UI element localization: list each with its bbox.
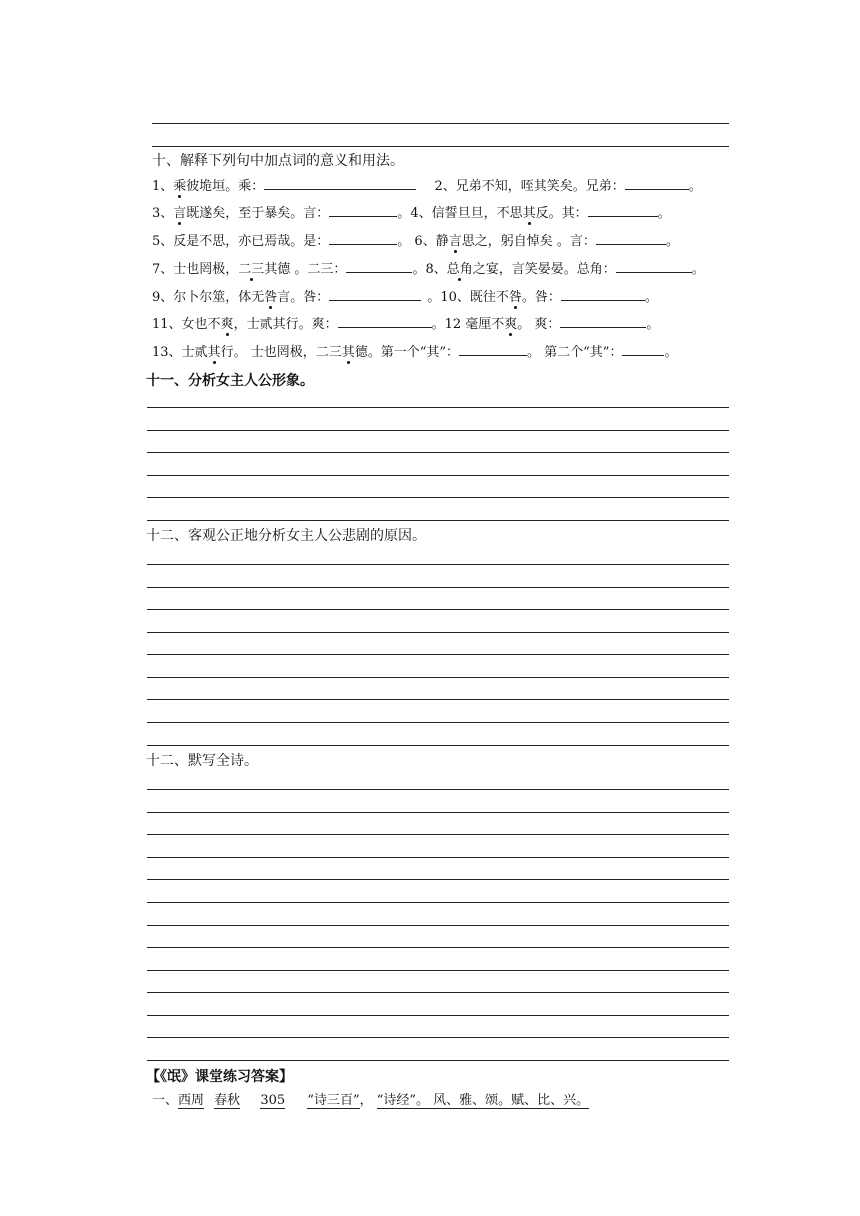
answer-blank[interactable] [616,260,692,273]
answer-line [147,834,729,835]
section-10-title: 十、解释下列句中加点词的意义和用法。 [152,153,404,169]
question-1: 1、乘彼垝垣。乘： 2、兄弟不知，咥其笑矣。兄弟： 。 [152,179,702,194]
answer-blank[interactable] [346,260,412,273]
question-9-10: 9、尔卜尔筮，体无咎言。咎： 。10、既往不咎。咎： 。 [152,290,658,305]
answer-line [147,970,729,971]
answer-blank[interactable] [622,343,664,356]
answer-line [147,857,729,858]
answer-blank[interactable] [596,232,666,245]
question-7-8: 7、士也罔极，二三其德 。二三： 。8、总角之宴，言笑晏晏。总角： 。 [152,262,705,277]
answer-line [147,654,729,655]
answer-line [147,407,729,408]
answer-line [147,677,729,678]
question-3-4: 3、言既遂矣，至于暴矣。言： 。4、信誓旦旦，不思其反。其： 。 [152,206,671,221]
question-13: 13、士贰其行。 士也罔极，二三其德。第一个“其”： 。 第二个“其”： 。 [152,345,678,360]
answer-blank[interactable] [560,315,646,328]
answer-line [152,123,729,124]
answer-blank[interactable] [625,177,689,190]
answer-line [147,925,729,926]
answer-line [152,146,729,147]
answer-line-1: 一、西周 春秋 305 “诗三百”， “诗经”。 风、雅、颂。赋、比、兴。 [152,1093,590,1108]
answer-line [147,609,729,610]
answer-blank[interactable] [338,315,432,328]
answer-line [147,902,729,903]
answer-blank[interactable] [329,232,397,245]
section-11-title: 十一、分析女主人公形象。 [146,373,314,389]
answer-line [147,632,729,633]
answer-line [147,430,729,431]
answer-line [147,520,729,521]
answer-line [147,1060,729,1061]
answer-line [147,452,729,453]
answer-line [147,789,729,790]
answer-line [147,1015,729,1016]
answer-blank[interactable] [588,204,658,217]
question-11-12: 11、女也不爽，士贰其行。爽： 。12 毫厘不爽。 爽： 。 [152,317,660,332]
answer-line [147,699,729,700]
answer-line [147,497,729,498]
answer-line [147,475,729,476]
answer-line [147,1037,729,1038]
answer-blank[interactable] [459,343,527,356]
answer-line [147,947,729,948]
question-5-6: 5、反是不思，亦已焉哉。是： 。 6、静言思之，躬自悼矣 。言： 。 [152,234,679,249]
answer-line [147,992,729,993]
answer-line [147,879,729,880]
answer-line [147,745,729,746]
answer-blank[interactable] [561,288,645,301]
section-12-recite-title: 十二、默写全诗。 [146,753,258,769]
answer-line [147,722,729,723]
answer-blank[interactable] [264,177,416,190]
answers-title: 【《氓》课堂练习答案】 [146,1069,293,1085]
answer-line [147,812,729,813]
section-12-cause-title: 十二、客观公正地分析女主人公悲剧的原因。 [146,528,426,544]
answer-line [147,564,729,565]
answer-blank[interactable] [329,288,421,301]
answer-line [147,587,729,588]
answer-blank[interactable] [329,204,397,217]
